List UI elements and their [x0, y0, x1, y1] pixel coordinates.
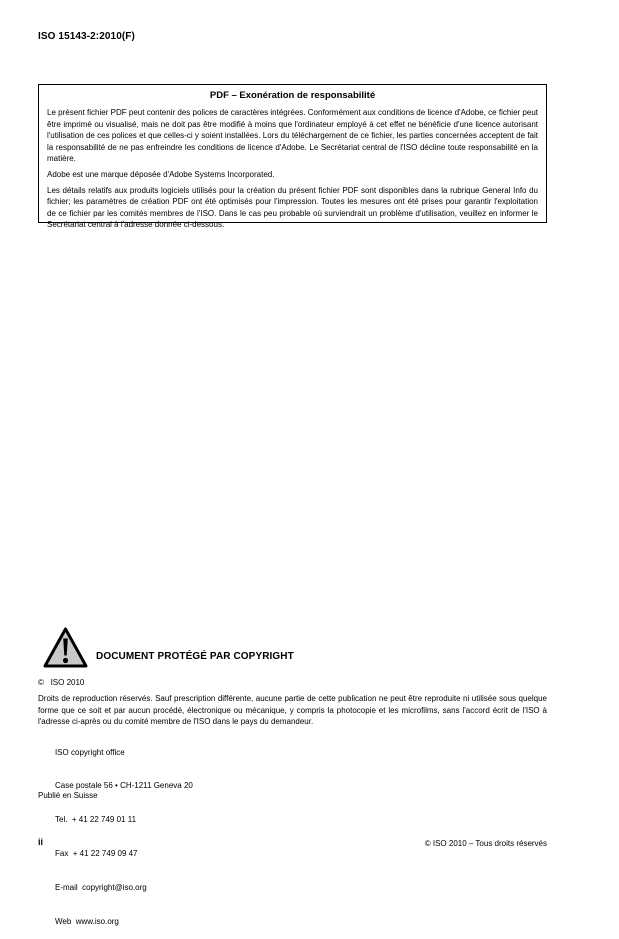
disclaimer-title: PDF – Exonération de responsabilité	[209, 90, 376, 101]
published-in-line: Publié en Suisse	[38, 791, 98, 800]
footer-copyright-notice: © ISO 2010 – Tous droits réservés	[424, 839, 547, 848]
copyright-protected-heading: DOCUMENT PROTÉGÉ PAR COPYRIGHT	[96, 651, 294, 662]
iso-address-block	[55, 724, 193, 939]
document-reference: ISO 15143-2:2010(F)	[38, 31, 135, 42]
disclaimer-paragraph-2: Adobe est une marque déposée d'Adobe Systems Incorporated.	[47, 169, 275, 179]
pdf-disclaimer-box	[38, 84, 547, 230]
warning-exclamation-dot	[63, 658, 68, 663]
disclaimer-paragraph-1: Le présent fichier PDF peut contenir des polices de caractères intégrées. Conformément aux conditions de licence d'Adobe, ce fichier peut être imprimé ou visualisé, mais ne doit pas être modifié à moins que l'ordinateur employé à cet effet ne bénéficie d'une licence autorisant l'utilisation de ces polices et que celles-ci y soient installées. Lors du téléchargement de ce fichier, les parties concernées acceptent de fait la responsabilité de ne pas enfreindre les conditions de licence d'Adobe. Le Secrétariat central de l'ISO décline toute responsabilité en la matière.	[47, 108, 538, 164]
copyright-notice: Droits de reproduction réservés. Sauf prescription différente, aucune partie de cette publication ne peut être reproduite ni utilisée sous quelque forme que ce soit et par aucun procédé, électronique ou mécanique, y compris la photocopie et les microfilms, sans l'accord écrit de l'ISO à l'adresse ci-après ou du comité membre de l'ISO dans le pays du demandeur.	[38, 694, 547, 727]
address-tel-line: Tel. + 41 22 749 01 11	[55, 815, 137, 825]
address-fax-line: Fax + 41 22 749 09 47	[55, 849, 138, 859]
address-web-line: Web www.iso.org	[55, 917, 119, 927]
address-office-line: ISO copyright office	[55, 747, 125, 757]
address-email-line: E-mail copyright@iso.org	[55, 883, 147, 893]
disclaimer-paragraph-3: Les détails relatifs aux produits logiciels utilisés pour la création du présent fichier PDF sont disponibles dans la rubrique General Info du fichier; les paramètres de création PDF ont été optimisés pour l'impression. Toutes les mesures ont été prises pour garantir l'exploitation de ce fichier par les comités membres de l'ISO. Dans le cas peu probable où surviendrait un problème d'utilisation, veuillez en informer le Secrétariat central à l'adresse donnée ci-dessous.	[47, 185, 538, 230]
copyright-year-line: © ISO 2010	[38, 678, 85, 687]
warning-triangle-icon	[42, 626, 89, 670]
address-postal-line: Case postale 56 • CH-1211 Geneva 20	[55, 781, 193, 791]
footer-page-number: ii	[38, 837, 44, 847]
